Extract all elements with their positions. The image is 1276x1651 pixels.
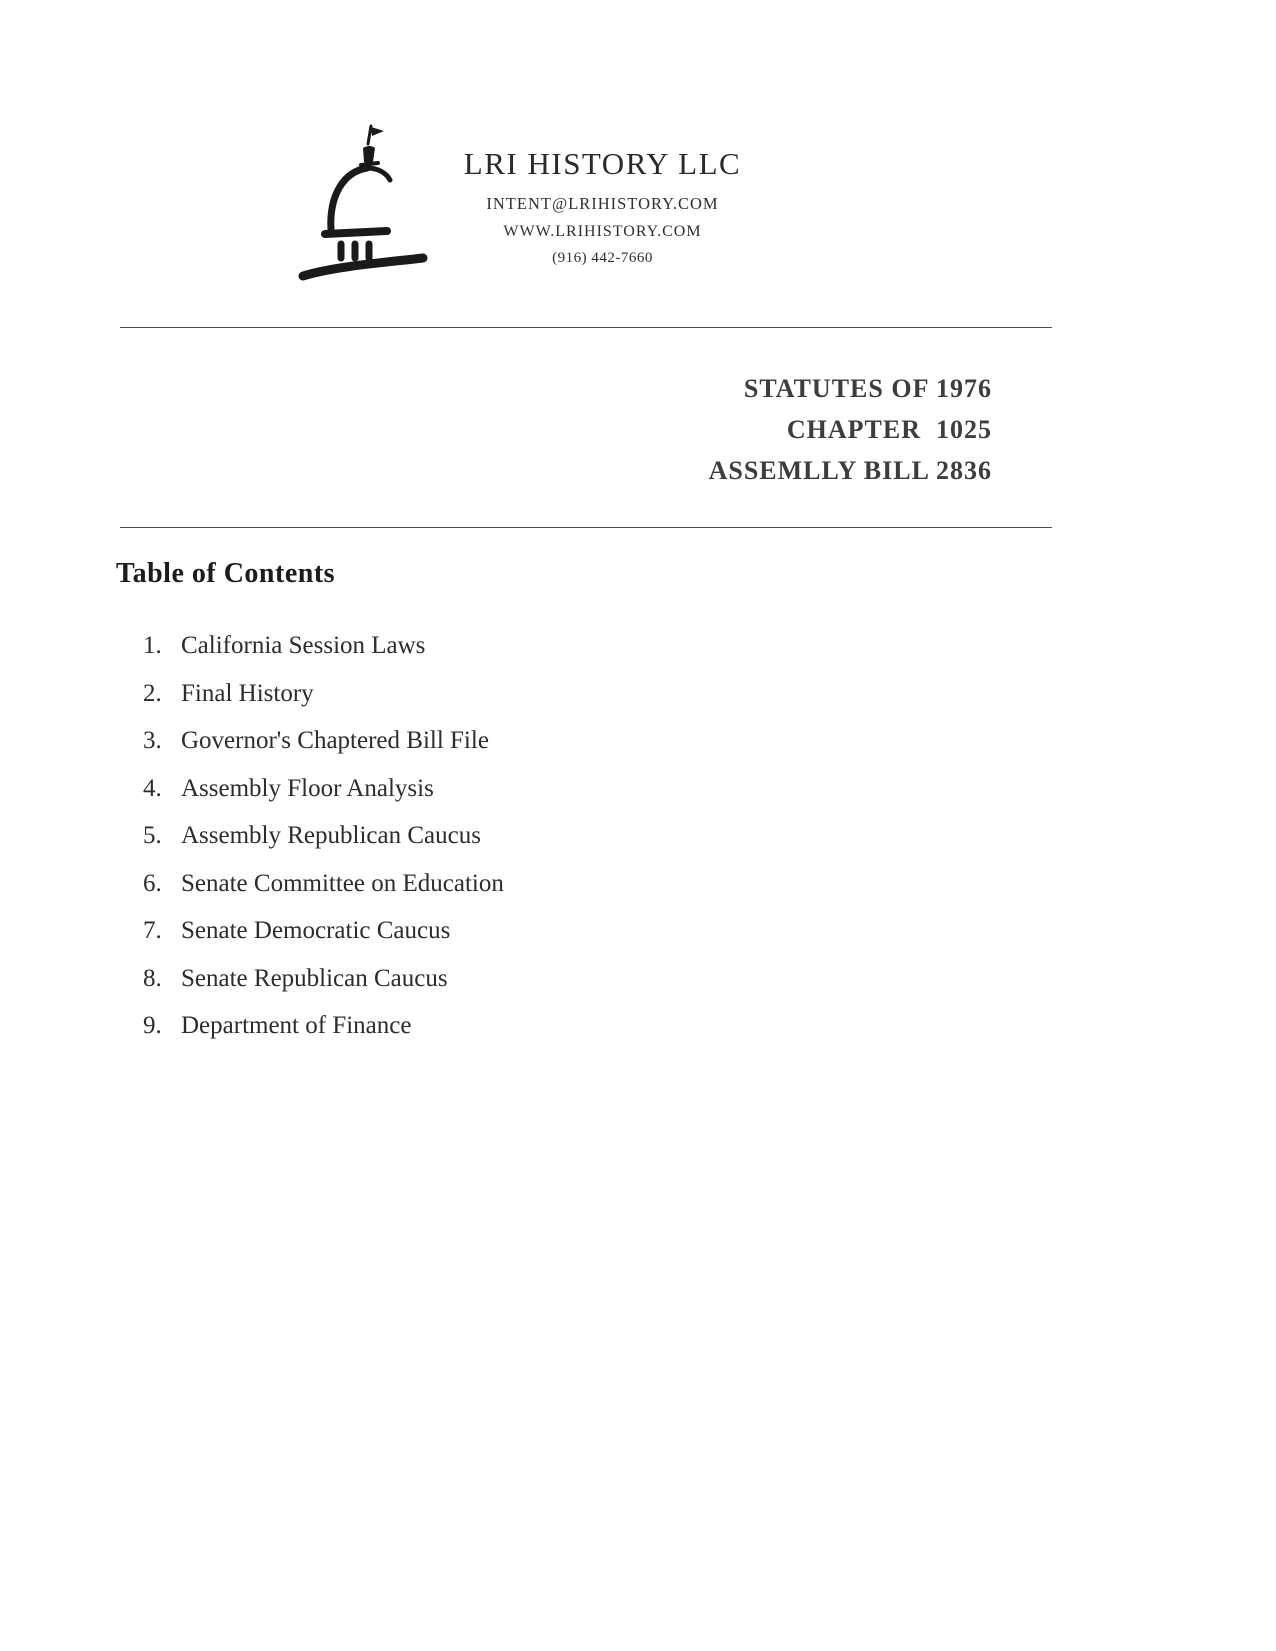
toc-item: Senate Republican Caucus	[181, 964, 448, 992]
toc-heading: Table of Contents	[116, 558, 336, 589]
toc-item: Senate Democratic Caucus	[181, 917, 451, 944]
toc-item: Senate Committee on Education	[181, 869, 504, 897]
statutes-line: STATUTES OF 1976	[743, 374, 992, 403]
toc-item: Final History	[181, 679, 314, 707]
assembly-bill-line: ASSEMLLY BILL 2836	[708, 456, 992, 485]
company-email: INTENT@LRIHISTORY.COM	[486, 194, 719, 213]
company-header	[430, 146, 775, 267]
toc-item: Governor's Chaptered Bill File	[181, 727, 489, 754]
toc-list	[143, 622, 504, 1050]
toc-item: Assembly Republican Caucus	[181, 822, 481, 849]
chapter-line: CHAPTER 1025	[786, 415, 992, 444]
divider-bottom	[120, 527, 1052, 528]
company-website: WWW.LRIHISTORY.COM	[503, 223, 702, 240]
company-name: LRI HISTORY LLC	[463, 146, 742, 181]
toc-item: California Session Laws	[181, 632, 426, 659]
capitol-dome-logo-icon	[295, 118, 445, 288]
divider-top	[120, 327, 1052, 328]
company-phone: (916) 442-7660	[552, 250, 653, 266]
toc-item: Department of Finance	[181, 1012, 412, 1039]
statutes-title-block	[709, 368, 992, 491]
toc-item: Assembly Floor Analysis	[181, 774, 434, 802]
